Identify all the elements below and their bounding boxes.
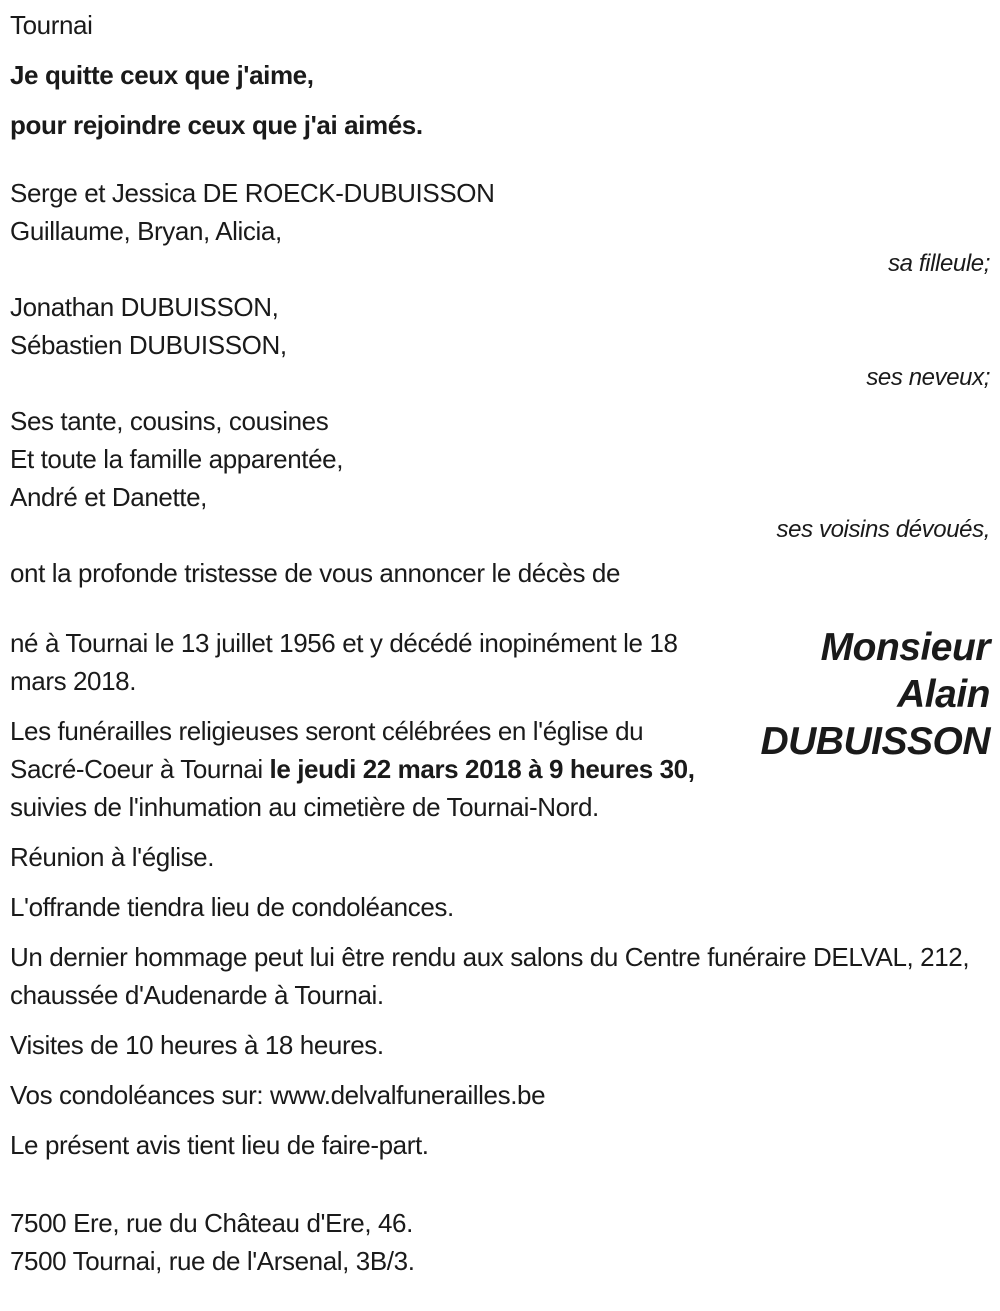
relation-label: ses neveux; xyxy=(866,364,990,391)
family-member: Et toute la famille apparentée, xyxy=(10,444,344,474)
funeral-text-before: Les funérailles religieuses seront célébrées en l'église du Sacré-Coeur à Tournai xyxy=(10,716,644,784)
family-list xyxy=(10,174,990,544)
deceased-last-name: DUBUISSON xyxy=(760,720,990,763)
family-member: Jonathan DUBUISSON, xyxy=(10,292,279,322)
city-label: Tournai xyxy=(10,10,93,40)
reunion-sentence: Réunion à l'église. xyxy=(10,842,215,872)
epigraph-line-1: Je quitte ceux que j'aime, xyxy=(10,60,314,90)
address-line: 7500 Ere, rue du Château d'Ere, 46. xyxy=(10,1208,413,1238)
deceased-title: Monsieur xyxy=(820,626,990,669)
birth-death-sentence: né à Tournai le 13 juillet 1956 et y décédé inopinément le 18 mars 2018. xyxy=(10,628,678,696)
family-member: Ses tante, cousins, cousines xyxy=(10,406,329,436)
epigraph-line-2: pour rejoindre ceux que j'ai aimés. xyxy=(10,110,423,140)
deceased-name-block xyxy=(732,624,990,765)
funeral-datetime: le jeudi 22 mars 2018 à 9 heures 30, xyxy=(269,754,695,784)
family-member: Sébastien DUBUISSON, xyxy=(10,330,287,360)
relation-label: sa filleule; xyxy=(888,250,990,277)
intro-sentence: ont la profonde tristesse de vous annoncer le décès de xyxy=(10,558,621,588)
family-member: André et Danette, xyxy=(10,482,207,512)
legal-notice-sentence: Le présent avis tient lieu de faire-part. xyxy=(10,1130,429,1160)
family-group-voisins xyxy=(10,402,990,544)
relation-label: ses voisins dévoués, xyxy=(776,516,990,543)
family-group-filleule xyxy=(10,174,990,278)
website-url: www.delvalfunerailles.be xyxy=(270,1080,546,1110)
visits-sentence: Visites de 10 heures à 18 heures. xyxy=(10,1030,384,1060)
family-group-neveux xyxy=(10,288,990,392)
deceased-first-name: Alain xyxy=(897,673,990,716)
announcement-body xyxy=(10,624,990,1280)
addresses-block xyxy=(10,1204,990,1280)
condolences-sentence xyxy=(10,1076,990,1114)
family-member: Serge et Jessica DE ROECK-DUBUISSON xyxy=(10,178,495,208)
address-line: 7500 Tournai, rue de l'Arsenal, 3B/3. xyxy=(10,1246,415,1276)
tribute-sentence: Un dernier hommage peut lui être rendu aux salons du Centre funéraire DELVAL, 212, chaussée d'Audenarde à Tournai. xyxy=(10,942,970,1010)
family-member: Guillaume, Bryan, Alicia, xyxy=(10,216,282,246)
condolences-prefix: Vos condoléances sur: xyxy=(10,1080,271,1110)
funeral-text-after: suivies de l'inhumation au cimetière de Tournai-Nord. xyxy=(10,792,599,822)
offering-sentence: L'offrande tiendra lieu de condoléances. xyxy=(10,892,454,922)
